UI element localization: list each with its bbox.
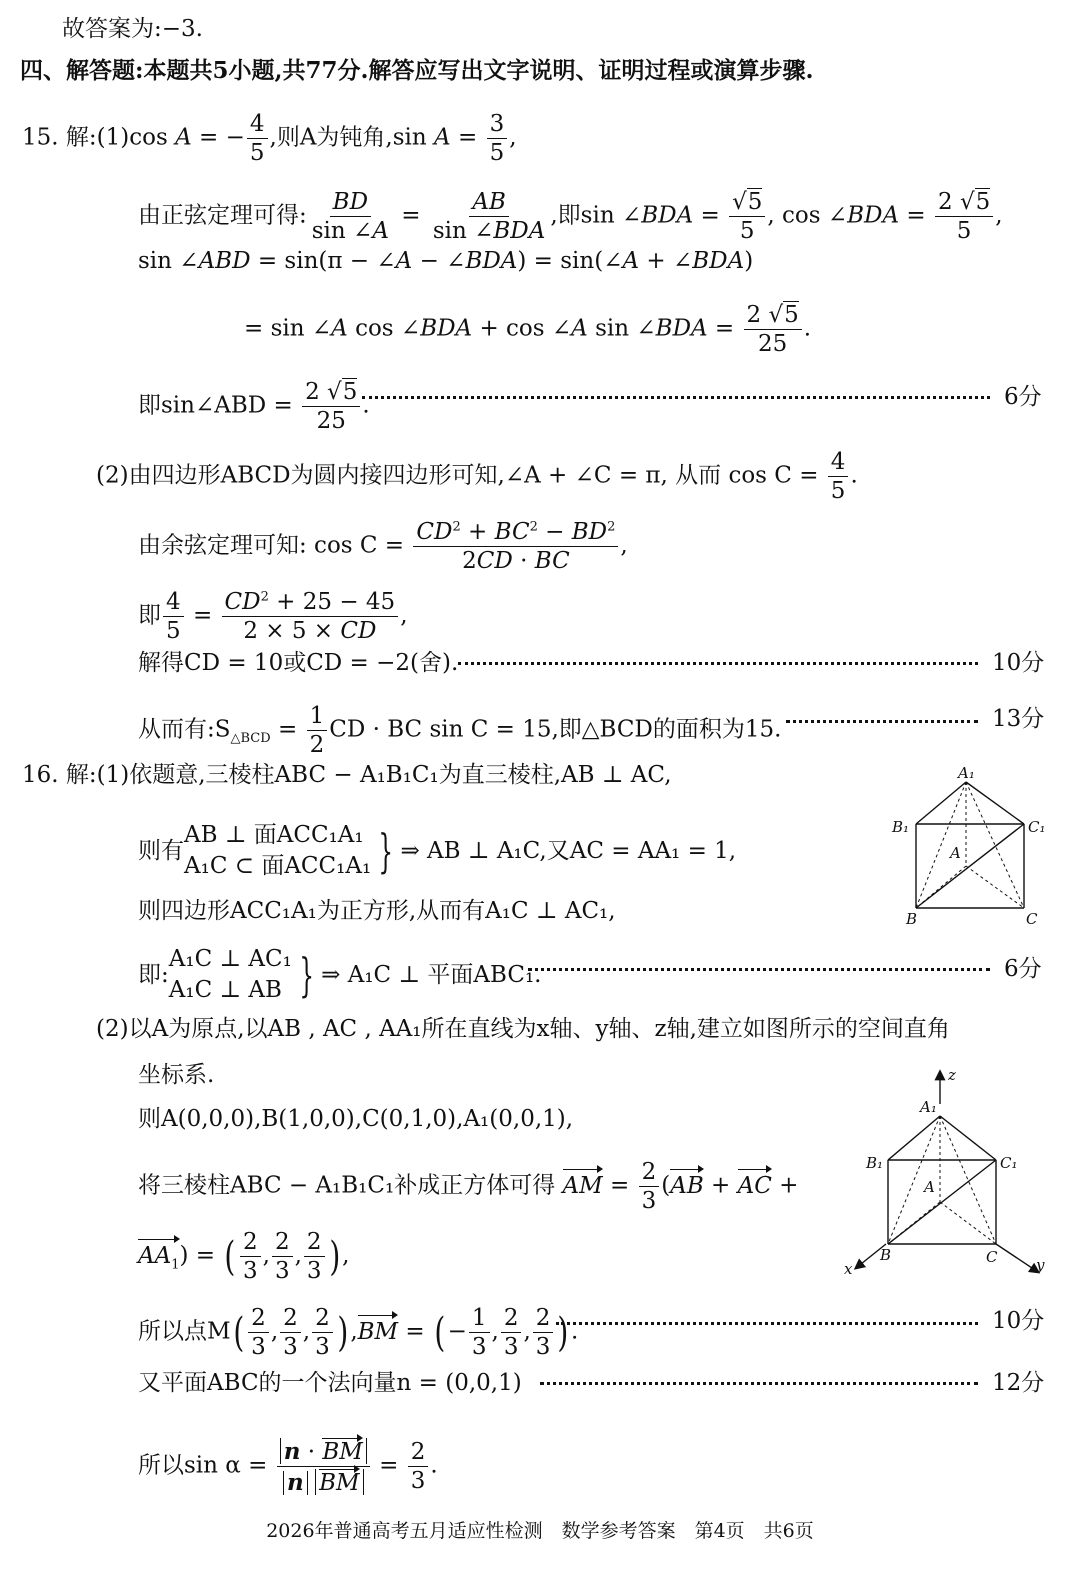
q15-result1: 即sin∠ABD = $\frac{2 √5}{25}$ . xyxy=(138,379,370,435)
dot-leader xyxy=(556,1322,978,1325)
vertex-label: B₁ xyxy=(866,1154,884,1172)
vertex-label: A xyxy=(924,1178,935,1196)
q16-part2-line4: 将三棱柱ABC − A₁B₁C₁补成正方体可得 AM = $\frac{2}{3}$ (AB + AC + xyxy=(138,1159,799,1215)
q16-line1: 16. 解:(1)依题意,三棱柱ABC − A₁B₁C₁为直三棱柱,AB ⊥ AC, xyxy=(22,762,672,788)
q15-substitute: 即 $\frac{4}{5}$ = $\frac{CD^2 + 25 - 45}{2 \times 5 \times CD}$ , xyxy=(138,589,408,645)
q15-expand: = sin ∠A cos ∠BDA + cos ∠A sin ∠BDA = $\frac{2 √5}{25}$ . xyxy=(244,302,812,358)
vertex-label: A₁ xyxy=(920,1098,937,1116)
vertex-label: A₁ xyxy=(958,764,975,782)
q16-part2-line3: 则A(0,0,0),B(1,0,0),C(0,1,0),A₁(0,0,1), xyxy=(138,1106,574,1132)
vertex-label: B₁ xyxy=(892,818,910,836)
q16-line4: 即: A₁C ⊥ AC₁ A₁C ⊥ AB } ⇒ A₁C ⊥ 平面ABC₁. xyxy=(138,946,542,1004)
score-badge: 13分 xyxy=(992,706,1045,732)
vertex-label: C₁ xyxy=(1028,818,1046,836)
vertex-label: C₁ xyxy=(1000,1154,1018,1172)
score-badge: 10分 xyxy=(992,650,1045,676)
prism-figure-2 xyxy=(842,1064,1054,1280)
q15-law-sines: 由正弦定理可得: $\frac{BD}{\sin \angle A}$ = AB sin ∠BDA ,即sin ∠BDA = $\frac{√5}{5}$ , cos ∠BDA = $\frac{2 √5}{5}$ , xyxy=(138,189,1003,245)
vertex-label: C xyxy=(1026,910,1038,928)
q15-line1: 15. 解:(1)cos A = − $\frac{4}{5}$ ,则A为钝角,sin A = $\frac{3}{5}$ , xyxy=(22,111,517,167)
q16-part2-line2: 坐标系. xyxy=(138,1062,215,1088)
answer-line: 故答案为:−3. xyxy=(62,16,203,42)
q16-line3: 则四边形ACC₁A₁为正方形,从而有A₁C ⊥ AC₁, xyxy=(138,898,616,924)
vertex-label: B xyxy=(906,910,918,928)
axis-label: x xyxy=(844,1260,853,1278)
q15-label: 15. 解: xyxy=(22,124,97,151)
q15-part2: (2)由四边形ABCD为圆内接四边形可知,∠A + ∠C = π, 从而 cos C = $\frac{4}{5}$ . xyxy=(96,449,858,505)
prism-figure-1 xyxy=(886,762,1056,932)
axis-label: z xyxy=(948,1066,956,1084)
score-badge: 12分 xyxy=(992,1370,1045,1396)
q16-sin-alpha: 所以sin α = $\frac{n \cdot BM}{\text{n BM}}$ = $\frac{2}{3}$ . xyxy=(138,1438,438,1497)
dot-leader xyxy=(528,968,990,971)
dot-leader xyxy=(362,396,990,399)
q16-line2: 则有 AB ⊥ 面ACC₁A₁ A₁C ⊂ 面ACC₁A₁ } ⇒ AB ⊥ A₁C,又AC = AA₁ = 1, xyxy=(138,822,737,880)
q16-normal-vector: 又平面ABC的一个法向量n = (0,0,1) xyxy=(138,1370,522,1396)
vertex-label: C xyxy=(986,1248,998,1266)
q15-law-cosines: 由余弦定理可知: cos C = $\frac{CD^2 + BC^2 - BD^2}{2CD \cdot BC}$ , xyxy=(138,519,628,575)
axis-label: y xyxy=(1036,1256,1045,1274)
q16-part2-line1: (2)以A为原点,以AB , AC , AA₁所在直线为x轴、y轴、z轴,建立如图所示的空间直角 xyxy=(96,1016,950,1042)
score-badge: 6分 xyxy=(1004,384,1042,410)
vertex-label: A xyxy=(950,844,961,862)
score-badge: 10分 xyxy=(992,1308,1045,1334)
q15-solve: 解得CD = 10或CD = −2(舍). xyxy=(138,650,459,676)
page-footer: 2026年普通高考五月适应性检测 数学参考答案 第4页 共6页 xyxy=(266,1520,814,1542)
vertex-label: B xyxy=(880,1246,892,1264)
q16-label: 16. 解: xyxy=(22,762,97,788)
dot-leader xyxy=(458,662,978,665)
score-badge: 6分 xyxy=(1004,956,1042,982)
dot-leader xyxy=(540,1382,978,1385)
q15-sin-abd: sin ∠ABD = sin(π − ∠A − ∠BDA) = sin(∠A + ∠BDA) xyxy=(138,248,754,274)
q16-part2-line6: 所以点M( $\frac{2}{3}$ , $\frac{2}{3}$ , $\frac{2}{3}$ ) ,BM = ( − $\frac{1}{3}$ , $\frac{2}{3}$ , $\frac{2}{3}$ ) . xyxy=(138,1305,579,1361)
q16-part2-line5: $AA_1$) = ( $\frac{2}{3}$ , $\frac{2}{3}$ , $\frac{2}{3}$ ) , xyxy=(138,1229,350,1285)
q15-area: 从而有$:S_{\triangle BCD}$ = $\frac{1}{2}$ CD · BC sin C = 15,即△BCD的面积为15. xyxy=(138,703,782,759)
section-title: 四、解答题:本题共5小题,共77分.解答应写出文字说明、证明过程或演算步骤. xyxy=(20,57,814,84)
dot-leader xyxy=(786,720,978,723)
